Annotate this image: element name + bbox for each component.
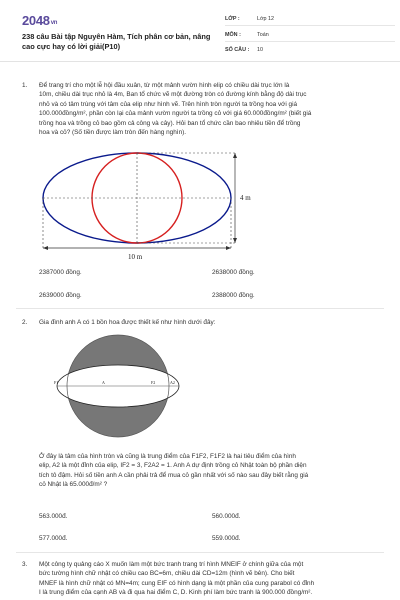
question-3-text (39, 560, 374, 598)
text-line: cỏ Nhật là 65.000đ/m² ? (39, 481, 108, 489)
meta-key: LỚP : (225, 16, 240, 22)
question-divider (16, 552, 384, 553)
arrow-down-icon (233, 238, 237, 243)
option-a[interactable]: 2387000 đồng. (39, 269, 82, 276)
option-d[interactable]: 2388000 đồng. (212, 292, 255, 299)
option-a[interactable]: 563.000đ. (39, 513, 68, 520)
text-line: elip, A2 là một đỉnh của elip, IF2 = 3, F2A2 = 1. Anh A dự định trồng cỏ Nhật toàn bộ phần diện (39, 462, 307, 470)
ellipse-garden-figure (30, 148, 270, 262)
point-label: F2 (151, 380, 156, 385)
text-line: I là trung điểm của cạnh AB và đi qua hai điểm C, D. Kinh phí làm bức tranh là 900.000 đồng/m². (39, 589, 313, 597)
point-label: A2 (170, 380, 175, 385)
text-line: Ở đây là tâm của hình tròn và cũng là trung điểm của F1F2, F1F2 là hai tiêu điểm của hình (39, 453, 296, 460)
site-logo[interactable]: 2048vn (22, 13, 58, 28)
arrow-right-icon (226, 246, 231, 250)
meta-value: Toán (257, 32, 269, 38)
meta-value: Lớp 12 (257, 16, 275, 22)
question-number: 1. (22, 82, 28, 89)
question-2-text (39, 318, 374, 327)
text-line: 10m, chiều dài trục nhỏ là 4m, Ban tổ chức vẽ một đường tròn có đường kính bằng độ dài trục (39, 91, 307, 99)
text-line: Để trang trí cho một lễ hội đầu xuân, từ một mảnh vườn hình elip có chiều dài trục lớn là (39, 82, 290, 89)
option-d[interactable]: 559.000đ. (212, 535, 241, 542)
arrow-left-icon (43, 246, 48, 250)
text-line: 100.000đồng/m², phần còn lại của mảnh vườn người ta trồng cỏ với giá 60.000đồng/m² (biết giá (39, 110, 312, 118)
document-title: 238 câu Bài tập Nguyên Hàm, Tích phân cơ bản, nâng cao cực hay có lời giải(P10) (22, 32, 211, 51)
width-label: 10 m (128, 253, 143, 261)
option-b[interactable]: 2638000 đồng. (212, 269, 255, 276)
text-line: trồng hoa và trồng cỏ bao gồm cả công và cây). Hỏi ban tổ chức cần bao nhiêu tiền để trồng (39, 119, 301, 127)
option-b[interactable]: 560.000đ. (212, 513, 241, 520)
question-2-description (39, 452, 374, 490)
text-line: hoa và cỏ? (Số tiền được làm tròn đến hàng nghìn). (39, 129, 187, 137)
question-1-text (39, 81, 374, 137)
option-c[interactable]: 577.000đ. (39, 535, 68, 542)
point-label: F1 (54, 380, 59, 385)
meta-value: 10 (257, 47, 263, 53)
page-header (0, 0, 400, 62)
meta-row-count (225, 43, 395, 57)
meta-key: SỐ CÂU : (225, 47, 250, 53)
meta-row-subject (225, 28, 395, 42)
option-c[interactable]: 2639000 đồng. (39, 292, 82, 299)
flowerbed-figure (50, 334, 230, 440)
arrow-up-icon (233, 153, 237, 158)
height-label: 4 m (240, 194, 251, 202)
question-number: 2. (22, 319, 28, 326)
meta-row-class (225, 12, 395, 26)
meta-key: MÔN : (225, 32, 241, 38)
point-label: A (102, 380, 105, 385)
text-line: Một công ty quảng cáo X muốn làm một bức tranh trang trí hình MNEIF ở chính giữa của một (39, 561, 304, 568)
question-number: 3. (22, 561, 28, 568)
text-line: Gia đình anh A có 1 bồn hoa được thiết kế như hình dưới đây: (39, 319, 216, 326)
text-line: MNEF là hình chữ nhật có MN=4m; cung EIF có hình dạng là một phần của cung parabol có đỉnh (39, 579, 315, 587)
text-line: tích tô đậm. Hỏi số tiền anh A cần phải trả để mua cỏ gần nhất với số nào sau đây biết rằng giá (39, 471, 309, 479)
text-line: bức tường hình chữ nhật có chiều cao BC=6m, chiều dài CD=12m (hình vẽ bên). Cho biết (39, 570, 295, 578)
text-line: nhỏ và có tâm trùng với tâm của elip như hình vẽ. Trên hình tròn người ta trồng hoa với giá (39, 100, 298, 108)
question-divider (16, 308, 384, 309)
